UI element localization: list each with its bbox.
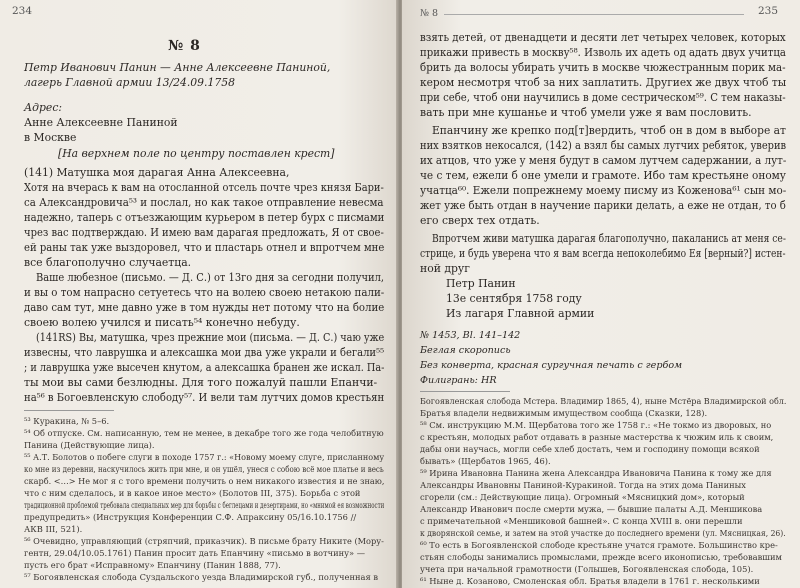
body-line: ей раны так уже выздоровел, что и пластарь отнел и впротчем мне	[24, 241, 385, 254]
body-line: Хотя на вчерась к вам на отосланной отсель почте чрез князя Бари-	[24, 181, 384, 194]
meta-line: Без конверта, красная сургучная печать с гербом	[420, 360, 683, 371]
footnote-line: ⁵⁵ А.Т. Болотов о побеге слуги в походе 1757 г.: «Новому моему слуге, присланному	[24, 452, 385, 462]
body-line: их атцов, что уже у меня будут в самом лутчем садержании, а лут-	[420, 154, 787, 167]
footnote-line: с примечательной «Меншиковой башней». С конца XVIII в. они перешли	[420, 516, 743, 526]
body-line: са Александровича⁵³ и послал, но как такое отправление невесма	[24, 196, 384, 209]
footnote-line: стьян слободы занимались промыслами, прежде всего иконописью, требовавшим	[420, 552, 782, 562]
body-line: прикажи привесть в москву⁵⁸. Изволь их адеть од адать двух учитца	[420, 46, 786, 59]
body-line: ты мои вы сами безлюдны. Для того пожалуй пашли Епанчи-	[24, 376, 378, 389]
footnote-rule	[24, 410, 114, 411]
body-line: че с тем, ежели б оне умели и грамоте. Ибо там крестьяне оному	[420, 169, 786, 182]
body-line: ; и лаврушка уже высечен кнутом, а алексашка бранен же искал. Па-	[24, 361, 385, 374]
address-line: в Москве	[24, 131, 77, 144]
body-line: ной друг	[420, 262, 470, 275]
footnote-line: ⁶¹ Ныне д. Козаново, Смоленская обл. Братья владели в 1761 г. несколькими	[420, 576, 760, 586]
body-line: его сверх тех отдать.	[420, 214, 540, 227]
body-line: (141RS) Вы, матушка, чрез прежние мои (письма. — Д. С.) чаю уже	[36, 331, 385, 344]
letter-header-line: лагерь Главной армии 13/24.09.1758	[24, 76, 235, 89]
body-line: кером несмотря чтоб за них заплатить. Другиех же двух чтоб ты	[420, 76, 787, 89]
footnote-line: скарб. <…> Не мог я с того времени получить о нем никакого известия и не знаю,	[24, 476, 385, 486]
footnote-line: ⁵⁹ Ирина Ивановна Панина жена Александра Ивановича Панина к тому же для	[420, 468, 772, 478]
body-line: вать при мне кушанье и чтоб умели уже я вам пословить.	[420, 106, 752, 119]
footnote-line: дабы они научась, могли себе хлеб достать, чем и господину помощи всякой	[420, 444, 760, 454]
body-line: них взятков некосался, (142) а взял бы самых лутчих ребяток, уверив	[420, 139, 787, 152]
signature-line: Петр Панин	[446, 277, 516, 290]
body-line: Епанчину же крепко под[т]вердить, чтоб он в дом в выборе ат	[432, 124, 786, 137]
letter-header-line: Петр Иванович Панин — Анне Алексеевне Паниной,	[24, 61, 331, 74]
body-line: Ваше любезное (письмо. — Д. С.) от 13го дня за сегодни получил,	[36, 271, 385, 284]
body-line: надежно, таперь с отъезжающим курьером в петер бурх с писмами	[24, 211, 385, 224]
address-label: Адрес:	[24, 101, 63, 114]
body-line: взять детей, от двенадцети и десяти лет четырех человек, которых	[420, 31, 786, 44]
footnote-line: традиционной проблемой требовала специальных мер для борьбы с беглецами и дезертирами, но «мнимой ея возможности	[24, 500, 385, 510]
footnote-line: ⁵⁶ Очевидно, управляющий (стряпчий, приказчик). В письме брату Никите (Мору-	[24, 536, 384, 546]
body-line: своею волею учился и писать⁵⁴ конечно небуду.	[24, 316, 300, 329]
footnote-line: с крестьян, молодых работ отдавать в разные мастерства к чюжим иль к своим,	[420, 432, 774, 442]
footnote-line: АКВ III, 521).	[24, 524, 83, 534]
footnote-line: ⁵⁴ Об отпуске. См. написанную, тем не менее, в декабре того же года челобитную	[24, 428, 384, 438]
footnote-line: ⁵⁷ Богоявленская слобода Суздальского уезда Владимирской губ., полученная в	[24, 572, 378, 582]
footnote-line: Александры Ивановны Паниной-Куракиной. Тогда на этих дома Паниных	[420, 480, 746, 490]
body-line: и вы о том напрасно сетуетесь что на волею своею нетакою пали-	[24, 286, 385, 299]
footnote-line: Богоявленская слобода Мстера. Владимир 1865, 4), ныне Мстёра Владимирской обл.	[420, 396, 787, 406]
body-line: извесны, что лаврушка и алексашка мои два уже украли и бегали⁵⁵	[24, 346, 385, 359]
footnote-line: Александр Иванович после смерти мужа, — бывшие палаты А.Д. Меншикова	[420, 504, 763, 514]
right-page	[402, 0, 800, 588]
footnote-line: предупредить» (Инструкция Конференции С.Ф. Апраксину 05/16.10.1756 //	[24, 512, 357, 522]
footnote-line: пусть его брат «Исправному» Епанчину (Панин 1888, 77).	[24, 560, 281, 570]
running-head: № 8	[420, 8, 439, 19]
body-line: чрез вас подтверждаю. И имею вам дарагая предложать, Я от свое-	[24, 226, 384, 239]
body-line: даво сам тут, мне давно уже в том нужды нет потому что на болие	[24, 301, 385, 314]
body-line: (141) Матушка моя дарагая Анна Алексеевна,	[24, 166, 290, 179]
body-line: жет уже быть отдан в научение парики делать, а еже не отдан, то б	[420, 199, 786, 212]
signature-line: 13е сентября 1758 году	[446, 292, 582, 305]
footnote-line: что с ним сделалось, и в какое иное место» (Болотов III, 375). Борьба с этой	[24, 488, 361, 498]
left-page	[0, 0, 398, 588]
footnote-line: ⁵⁸ См. инструкцию М.М. Щербатова того же 1758 г.: «Не токмо из дворовых, но	[420, 420, 772, 430]
footnote-line: бывать» (Щербатов 1965, 46).	[420, 456, 551, 466]
footnote-line: сгорели (см.: Действующие лица). Огромный «Мясницкий дом», который	[420, 492, 745, 502]
meta-line: № 1453, Вl. 141–142	[420, 330, 521, 341]
body-line: Впротчем живи матушка дарагая благополучно, пакаланись ат меня се-	[432, 232, 786, 245]
footnote-line: к дворянской семье, и затем на этой участке до последнего времени (ул. Мясницкая, 26).	[420, 528, 786, 538]
right-page-number: 235	[758, 5, 779, 17]
signature-line: Из лагаря Главной армии	[446, 307, 595, 320]
footnote-line: гентн, 29.04/10.05.1761) Панин просит дать Епанчину «письмо в вотчину» —	[24, 548, 366, 558]
footnote-line: ко мне из деревни, наскучилось жить при мне, и он ушёл, унеся с собою всё мое платье и весь	[24, 464, 384, 474]
footnote-line: Панина (Действующие лица).	[24, 440, 155, 450]
body-line: учатца⁶⁰. Ежели попрежнему моему писму из Коженова⁶¹ сын мо-	[420, 184, 787, 197]
body-line: стрице, и будь уверена что я вам всегда непоколебимо Ея [верный?] истен-	[420, 247, 786, 260]
editorial-note: [На верхнем поле по центру поставлен крест]	[58, 147, 335, 160]
footnote-line: ⁵³ Куракина, № 5–6.	[24, 416, 110, 426]
document-number: № 8	[168, 38, 201, 54]
left-page-number: 234	[12, 5, 33, 17]
body-line: все благополучно случаетца.	[24, 256, 192, 269]
footnote-line: учета при начальной грамотности (Голышев, Богоявленская слобода, 105).	[420, 564, 754, 574]
footnote-line: ⁶⁰ То есть в Богоявленской слободе крестьяне учатся грамоте. Большинство кре-	[420, 540, 778, 550]
footnote-line: Братья владели недвижимым имуществом сообща (Сказки, 128).	[420, 408, 708, 418]
body-line: брить да волосы убирать учить в москве чюжестранным порик ма-	[420, 61, 786, 74]
meta-line: Беглая скоропись	[420, 345, 511, 356]
address-line: Анне Алексеевне Паниной	[24, 116, 178, 129]
running-head-rule	[444, 14, 744, 15]
body-line: на⁵⁶ в Богоевленскую слободу⁵⁷. И вели там лутчих домов крестьян	[24, 391, 385, 404]
footnote-rule	[420, 391, 510, 392]
body-line: при себе, чтоб они научились в доме сестрическом⁵⁹. С тем наказы-	[420, 91, 786, 104]
meta-line: Филигрань: HR	[420, 375, 497, 386]
